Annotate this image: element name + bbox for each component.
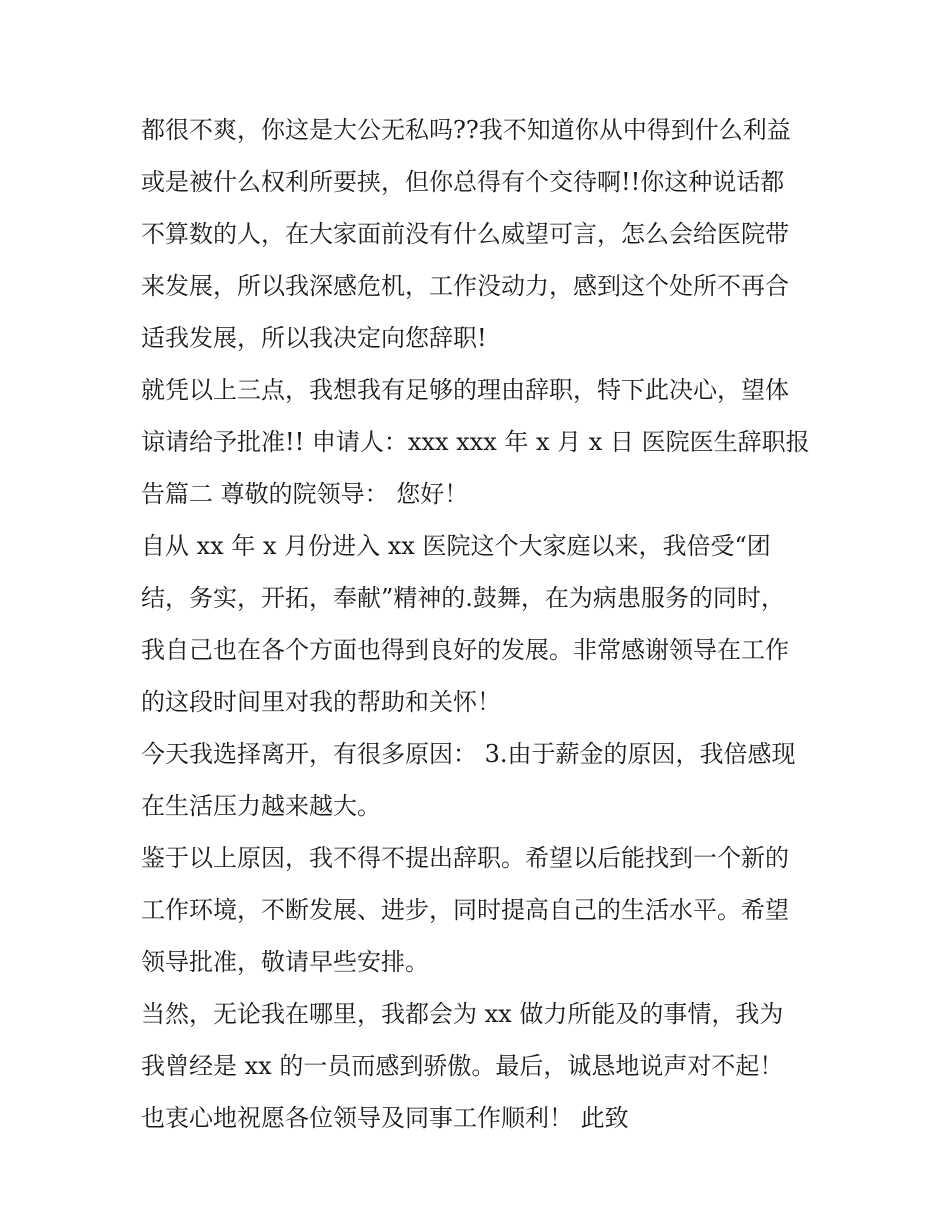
text-line: 结，务实，开拓，奉献”精神的.鼓舞，在为病患服务的同时，: [141, 584, 785, 612]
text-line: 就凭以上三点，我想我有足够的理由辞职，特下此决心，望体: [141, 376, 789, 404]
text-line: 今天我选择离开，有很多原因： 3.由于薪金的原因，我倍感现: [141, 740, 796, 768]
text-line: 适我发展，所以我决定向您辞职!: [141, 324, 487, 352]
document-body: [141, 104, 821, 1144]
text-line: 都很不爽，你这是大公无私吗??我不知道你从中得到什么利益: [141, 116, 791, 144]
text-line: 在生活压力越来越大。: [141, 792, 381, 820]
text-line: 来发展，所以我深感危机，工作没动力，感到这个处所不再合: [141, 272, 789, 300]
text-line: 鉴于以上原因，我不得不提出辞职。希望以后能找到一个新的: [141, 844, 789, 872]
text-line: 谅请给予批准!! 申请人：xxx xxx 年 x 月 x 日 医院医生辞职报: [141, 428, 810, 456]
text-line: 当然，无论我在哪里，我都会为 xx 做力所能及的事情，我为: [141, 1000, 784, 1028]
text-line: 也衷心地祝愿各位领导及同事工作顺利！ 此致: [141, 1104, 629, 1132]
text-line: 或是被什么权利所要挟，但你总得有个交待啊!!你这种说话都: [141, 168, 785, 196]
text-line: 领导批准，敬请早些安排。: [141, 948, 429, 976]
text-line: 我自己也在各个方面也得到良好的发展。非常感谢领导在工作: [141, 636, 789, 664]
text-line: 自从 xx 年 x 月份进入 xx 医院这个大家庭以来，我倍受“团: [141, 532, 771, 560]
text-line: 我曾经是 xx 的一员而感到骄傲。最后，诚恳地说声对不起！: [141, 1052, 784, 1080]
text-line: 告篇二 尊敬的院领导： 您好！: [141, 480, 469, 508]
text-line: 不算数的人，在大家面前没有什么威望可言，怎么会给医院带: [141, 220, 789, 248]
text-line: 的这段时间里对我的帮助和关怀！: [141, 688, 501, 716]
text-line: 工作环境，不断发展、进步，同时提高自己的生活水平。希望: [141, 896, 789, 924]
